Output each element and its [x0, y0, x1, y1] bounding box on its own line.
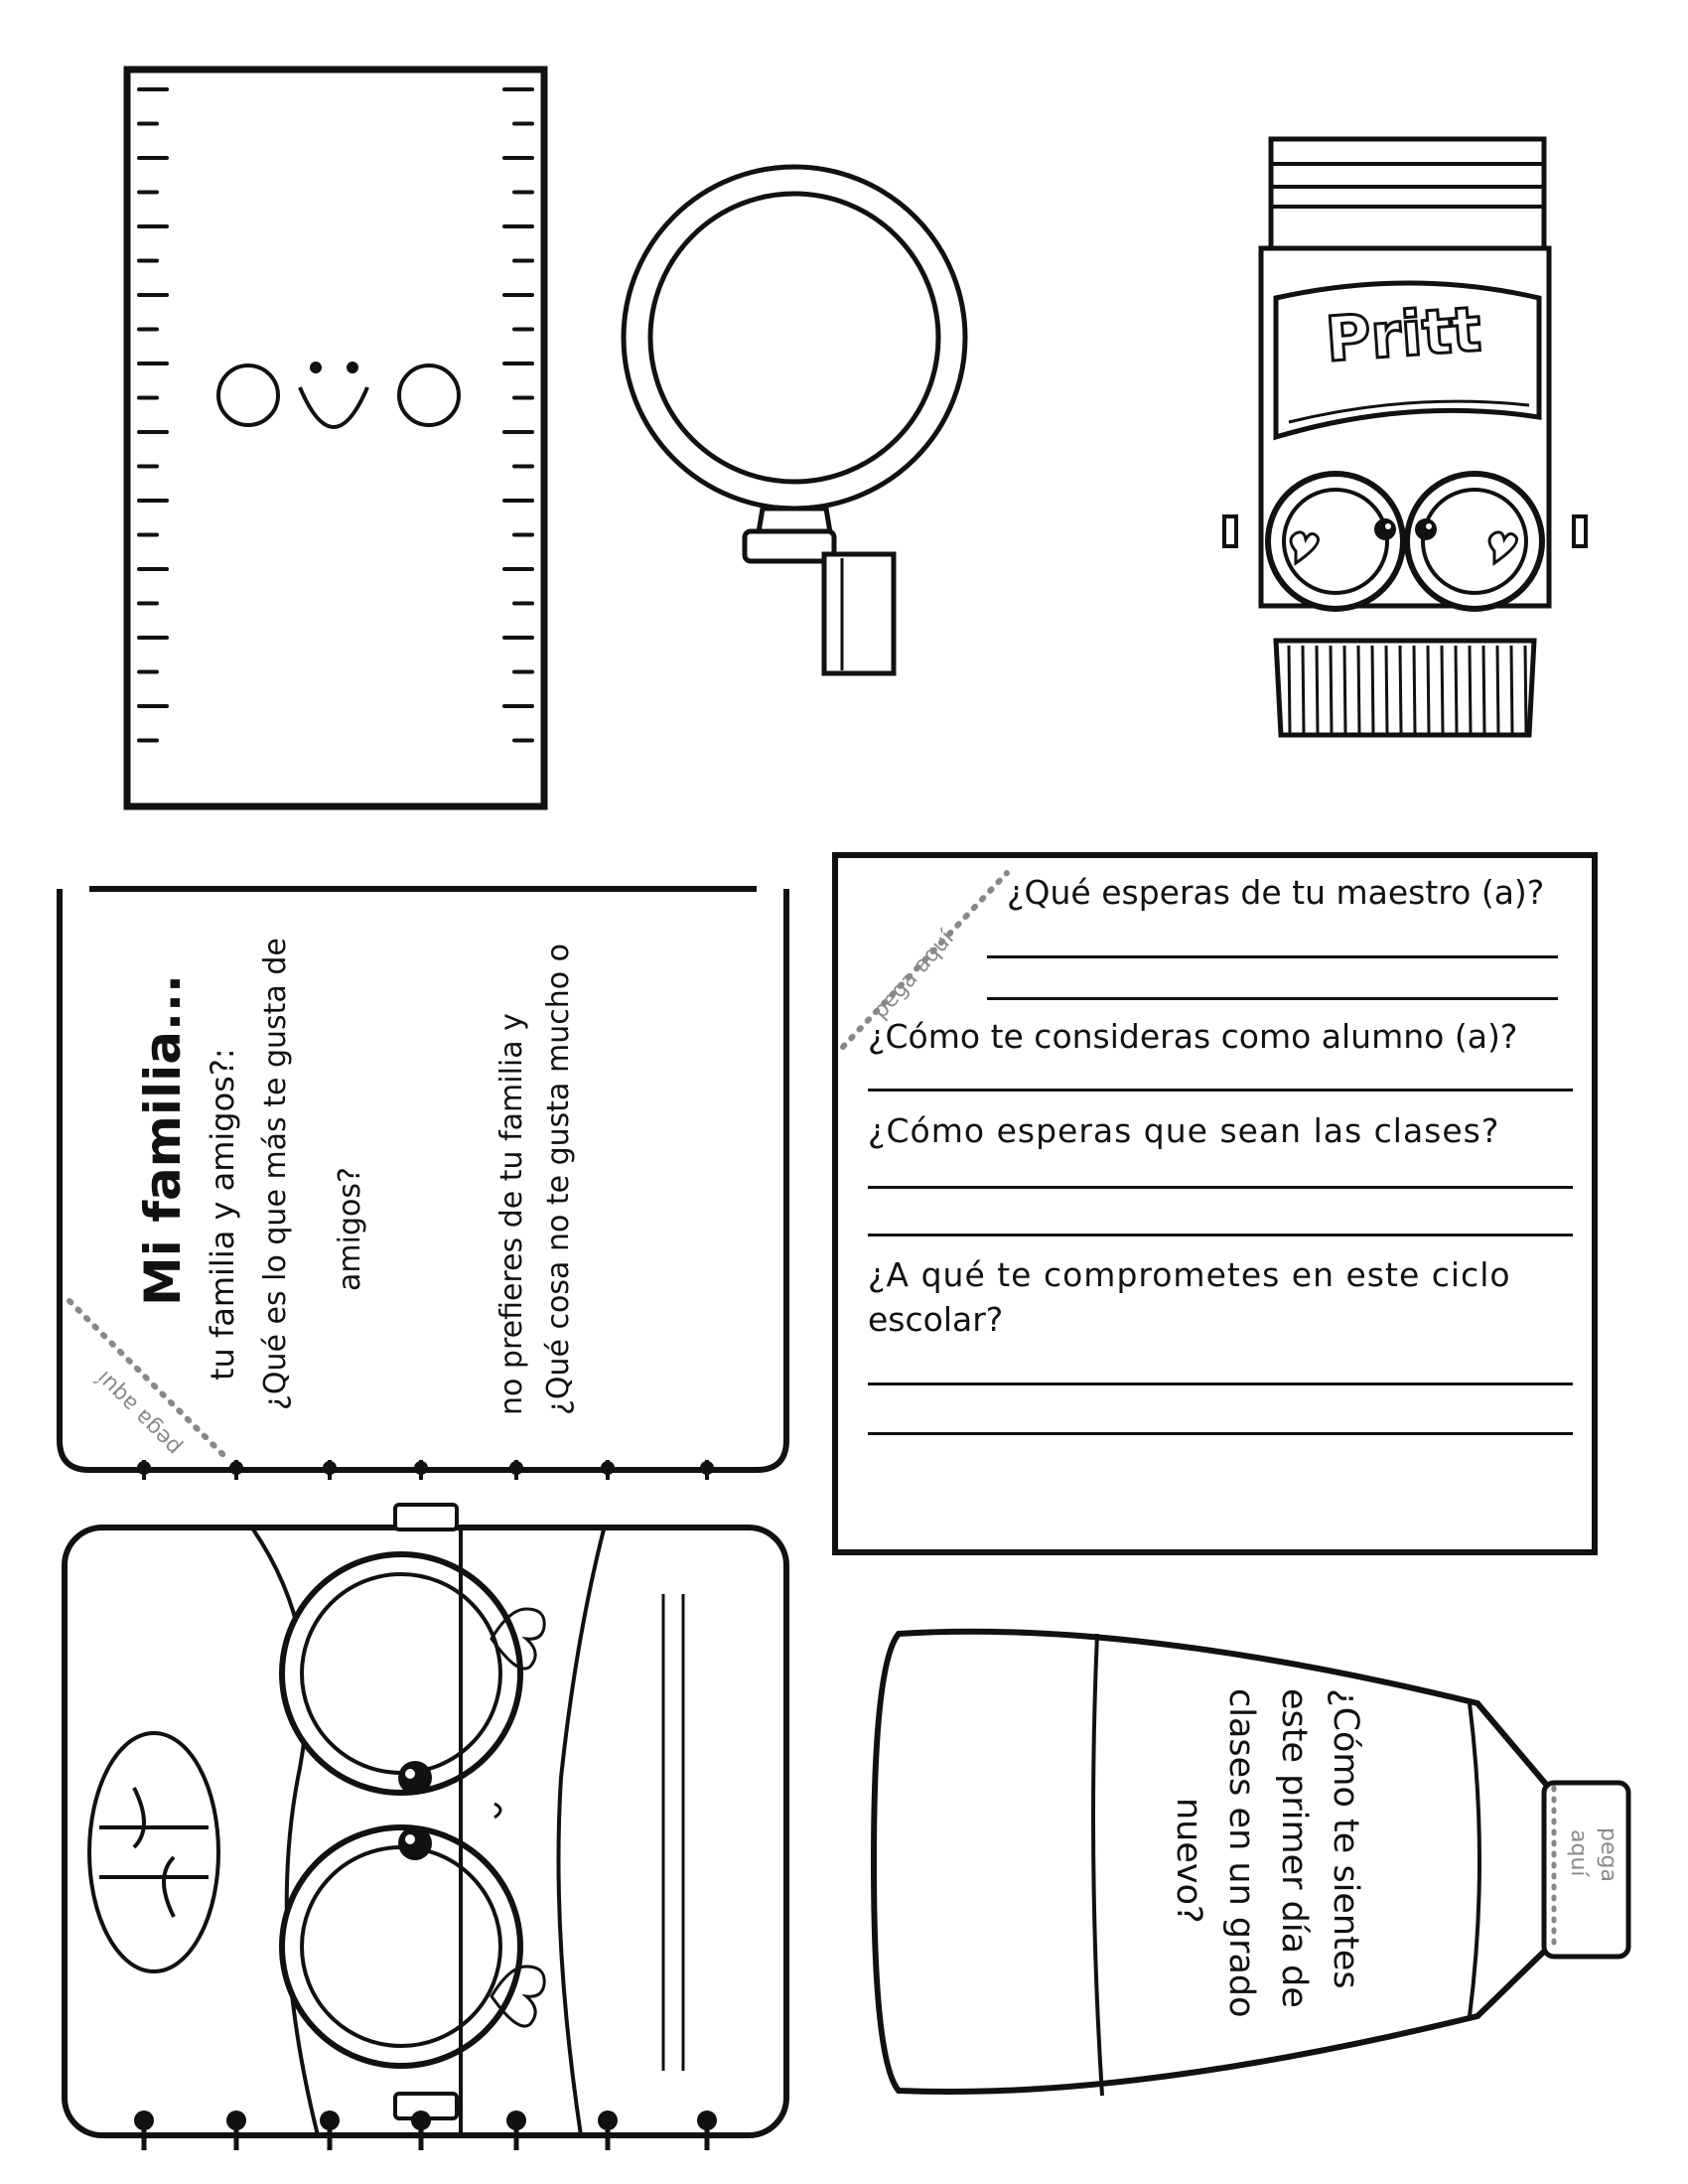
tube-glue-label-2: aquí: [1566, 1829, 1591, 1877]
questions-card-glue-label: pega aquí: [868, 926, 959, 1024]
glue-stick-brand: Pritt: [1323, 292, 1483, 376]
question-classes: ¿Cómo esperas que sean las clases?: [868, 1111, 1500, 1150]
family-card-line5: ¿Qué cosa no te gusta mucho o: [541, 944, 576, 1415]
tube-glue-label-1: pega: [1596, 1827, 1620, 1882]
question-teacher: ¿Qué esperas de tu maestro (a)?: [1007, 873, 1545, 912]
question-student: ¿Cómo te consideras como alumno (a)?: [868, 1017, 1518, 1056]
tube-question-line3: clases en un grado: [1221, 1688, 1261, 2018]
question-commitment-cont: escolar?: [868, 1300, 1004, 1339]
family-card-glue-label: pega aquí: [91, 1365, 187, 1460]
family-card-title: Mi familia...: [134, 973, 192, 1306]
family-card-line1: tu familia y amigos?:: [204, 1048, 241, 1381]
question-commitment: ¿A qué te comprometes en este ciclo: [868, 1255, 1511, 1294]
tube-question-line1: ¿Cómo te sientes: [1326, 1688, 1365, 1989]
family-card-line2: ¿Qué es lo que más te gusta de: [258, 938, 293, 1410]
family-card-line3: amigos?: [333, 1167, 367, 1291]
tube-question-line2: este primer día de: [1274, 1688, 1314, 2008]
tube-question-line4: nuevo?: [1169, 1798, 1208, 1924]
family-card-line4: no prefieres de tu familia y: [494, 1013, 529, 1415]
